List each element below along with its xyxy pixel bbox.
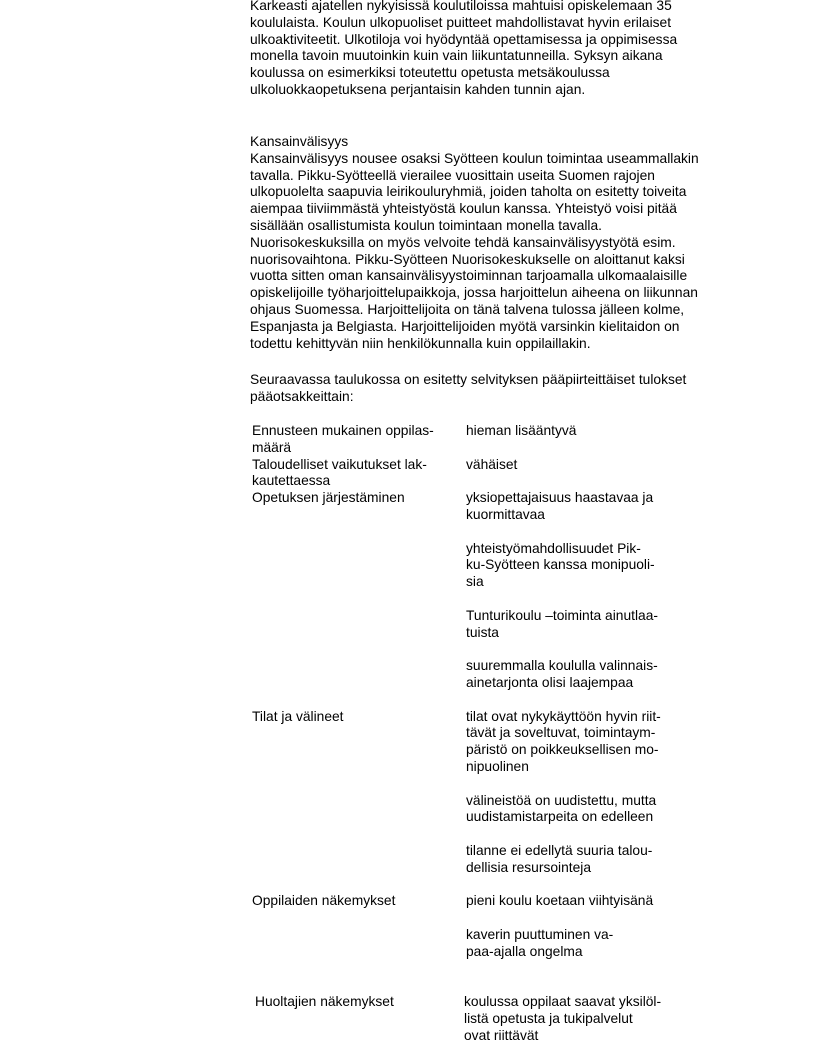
entry-line: sia — [466, 574, 484, 590]
entry-line: kaverin puuttuminen va- — [466, 926, 614, 942]
entry-line: kuormittavaa — [466, 506, 545, 522]
entry-line: koulussa oppilaat saavat yksilöl- — [464, 994, 662, 1010]
row-entry — [466, 608, 732, 642]
table-intro-paragraph — [250, 372, 740, 406]
row-label-line: kautettaessa — [252, 473, 331, 489]
row-entry — [464, 994, 732, 1044]
paragraph-line: Espanjasta ja Belgiasta. Harjoittelijoiden myötä varsinkin kielitaidon on — [250, 318, 680, 334]
table-row — [252, 457, 732, 491]
paragraph-line: koululaista. Koulun ulkopuoliset puitteet mahdollistavat hyvin erilaiset — [250, 14, 672, 30]
row-entry — [466, 843, 732, 877]
row-entry — [466, 793, 732, 827]
row-entries — [466, 709, 732, 877]
paragraph-line: koulussa on esimerkiksi toteutettu opetusta metsäkoulussa — [250, 65, 610, 81]
table-row — [252, 994, 732, 1044]
row-entry — [466, 658, 732, 692]
table-row — [252, 423, 732, 457]
row-entry — [466, 423, 732, 440]
entry-line: dellisia resursointeja — [466, 859, 592, 875]
paragraph-line: Kansainvälisyys nousee osaksi Syötteen koulun toimintaa useammallakin — [250, 150, 699, 166]
row-entries — [466, 457, 732, 491]
row-label-line: Huoltajien näkemykset — [255, 994, 394, 1010]
paragraph-line: ulkopuolelta saapuvia leirikouluryhmiä, joiden taholta on esitetty toiveita — [250, 184, 687, 200]
row-label-line: Ennusteen mukainen oppilas- — [252, 423, 434, 438]
paragraph-line: opiskelijoille työharjoittelupaikkoja, jossa harjoittelun aiheena on liikunnan — [250, 285, 698, 301]
paragraph-line: pääotsakkeittain: — [250, 388, 354, 404]
entry-line: Tunturikoulu –toiminta ainutlaa- — [466, 607, 658, 623]
entry-line: tuista — [466, 624, 499, 640]
paragraph-line: aiempaa tiiviimmästä yhteistyöstä koulun kanssa. Yhteistyö voisi pitää — [250, 201, 677, 217]
row-label — [252, 893, 457, 910]
paragraph-line: Karkeasti ajatellen nykyisissä koulutiloissa mahtuisi opiskelemaan 35 — [250, 0, 672, 13]
table-row — [252, 709, 732, 877]
entry-line: listä opetusta ja tukipalvelut — [464, 1010, 633, 1026]
entry-line: ku-Syötteen kanssa monipuoli- — [466, 557, 655, 573]
paragraph-line: Nuorisokeskuksilla on myös velvoite tehdä kansainvälisyystyötä esim. — [250, 234, 676, 250]
row-label-line: Oppilaiden näkemykset — [252, 893, 396, 909]
entry-line: hieman lisääntyvä — [466, 423, 577, 438]
entry-line: paa-ajalla ongelma — [466, 943, 583, 959]
row-label-line: Opetuksen järjestäminen — [252, 490, 405, 506]
paragraph-line: nuorisovaihtona. Pikku-Syötteen Nuorisokeskukselle on aloittanut kaksi — [250, 251, 685, 267]
paragraph-line: monella tavoin muutoinkin kuin vain liikuntatunneilla. Syksyn aikana — [250, 48, 663, 64]
row-entry — [466, 927, 732, 961]
paragraph-line: tavalla. Pikku-Syötteellä vierailee vuosittain useita Suomen rajojen — [250, 167, 655, 183]
row-label — [252, 709, 457, 726]
entry-line: välineistöä on uudistettu, mutta — [466, 792, 657, 808]
paragraph-line: ulkoaktiviteetit. Ulkotiloja voi hyödyntää opettamisessa ja oppimisessa — [250, 31, 678, 47]
paragraph-line: ohjaus Suomessa. Harjoittelijoita on tänä talvena tulossa jälleen kolme, — [250, 301, 685, 317]
row-label — [255, 994, 460, 1011]
entry-line: tävät ja soveltuvat, toimintaym- — [466, 725, 656, 741]
entry-line: uudistamistarpeita on edelleen — [466, 809, 654, 825]
row-entry — [466, 893, 732, 910]
row-entry — [466, 709, 732, 776]
table-row — [252, 893, 732, 960]
row-label-line: määrä — [252, 439, 292, 455]
entry-line: pieni koulu koetaan viihtyisänä — [466, 893, 654, 909]
entry-line: ainetarjonta olisi laajempaa — [466, 674, 634, 690]
row-entries — [464, 994, 732, 1044]
row-label — [252, 457, 457, 491]
row-entries — [466, 893, 732, 960]
row-label — [252, 423, 457, 457]
paragraph-line: ulkoluokkaopetuksena perjantaisin kahden tunnin ajan. — [250, 81, 586, 97]
entry-line: tilat ovat nykykäyttöön hyvin riit- — [466, 708, 661, 724]
paragraph-line: sisällään osallistumista koulun toimintaan monella tavalla. — [250, 217, 603, 233]
row-entry — [466, 457, 732, 474]
international-section — [250, 134, 740, 352]
entry-line: päristö on poikkeuksellisen mo- — [466, 742, 659, 758]
entry-line: suuremmalla koululla valinnais- — [466, 658, 658, 674]
entry-line: nipuolinen — [466, 758, 529, 774]
table-row — [252, 490, 732, 692]
row-label-line: Taloudelliset vaikutukset lak- — [252, 456, 427, 472]
intro-paragraph — [250, 0, 740, 99]
row-entries — [466, 490, 732, 692]
paragraph-line: Seuraavassa taulukossa on esitetty selvityksen pääpiirteittäiset tulokset — [250, 372, 687, 387]
row-label-line: Tilat ja välineet — [252, 708, 344, 724]
section-heading: Kansainvälisyys — [250, 134, 349, 149]
paragraph-line: vuotta sitten oman kansainvälisyystoiminnan tarjoamalla ulkomaalaisille — [250, 268, 688, 284]
row-label — [252, 490, 457, 507]
row-entry — [466, 490, 732, 524]
entry-line: yhteistyömahdollisuudet Pik- — [466, 540, 641, 556]
paragraph-line: todettu kehittyvän niin henkilökunnalla kuin oppilaillakin. — [250, 335, 591, 351]
row-entries — [466, 423, 732, 457]
results-table — [252, 423, 732, 1044]
row-entry — [466, 541, 732, 591]
entry-line: tilanne ei edellytä suuria talou- — [466, 842, 653, 858]
entry-line: ovat riittävät — [464, 1027, 539, 1043]
entry-line: yksiopettajaisuus haastavaa ja — [466, 490, 654, 506]
entry-line: vähäiset — [466, 456, 518, 472]
